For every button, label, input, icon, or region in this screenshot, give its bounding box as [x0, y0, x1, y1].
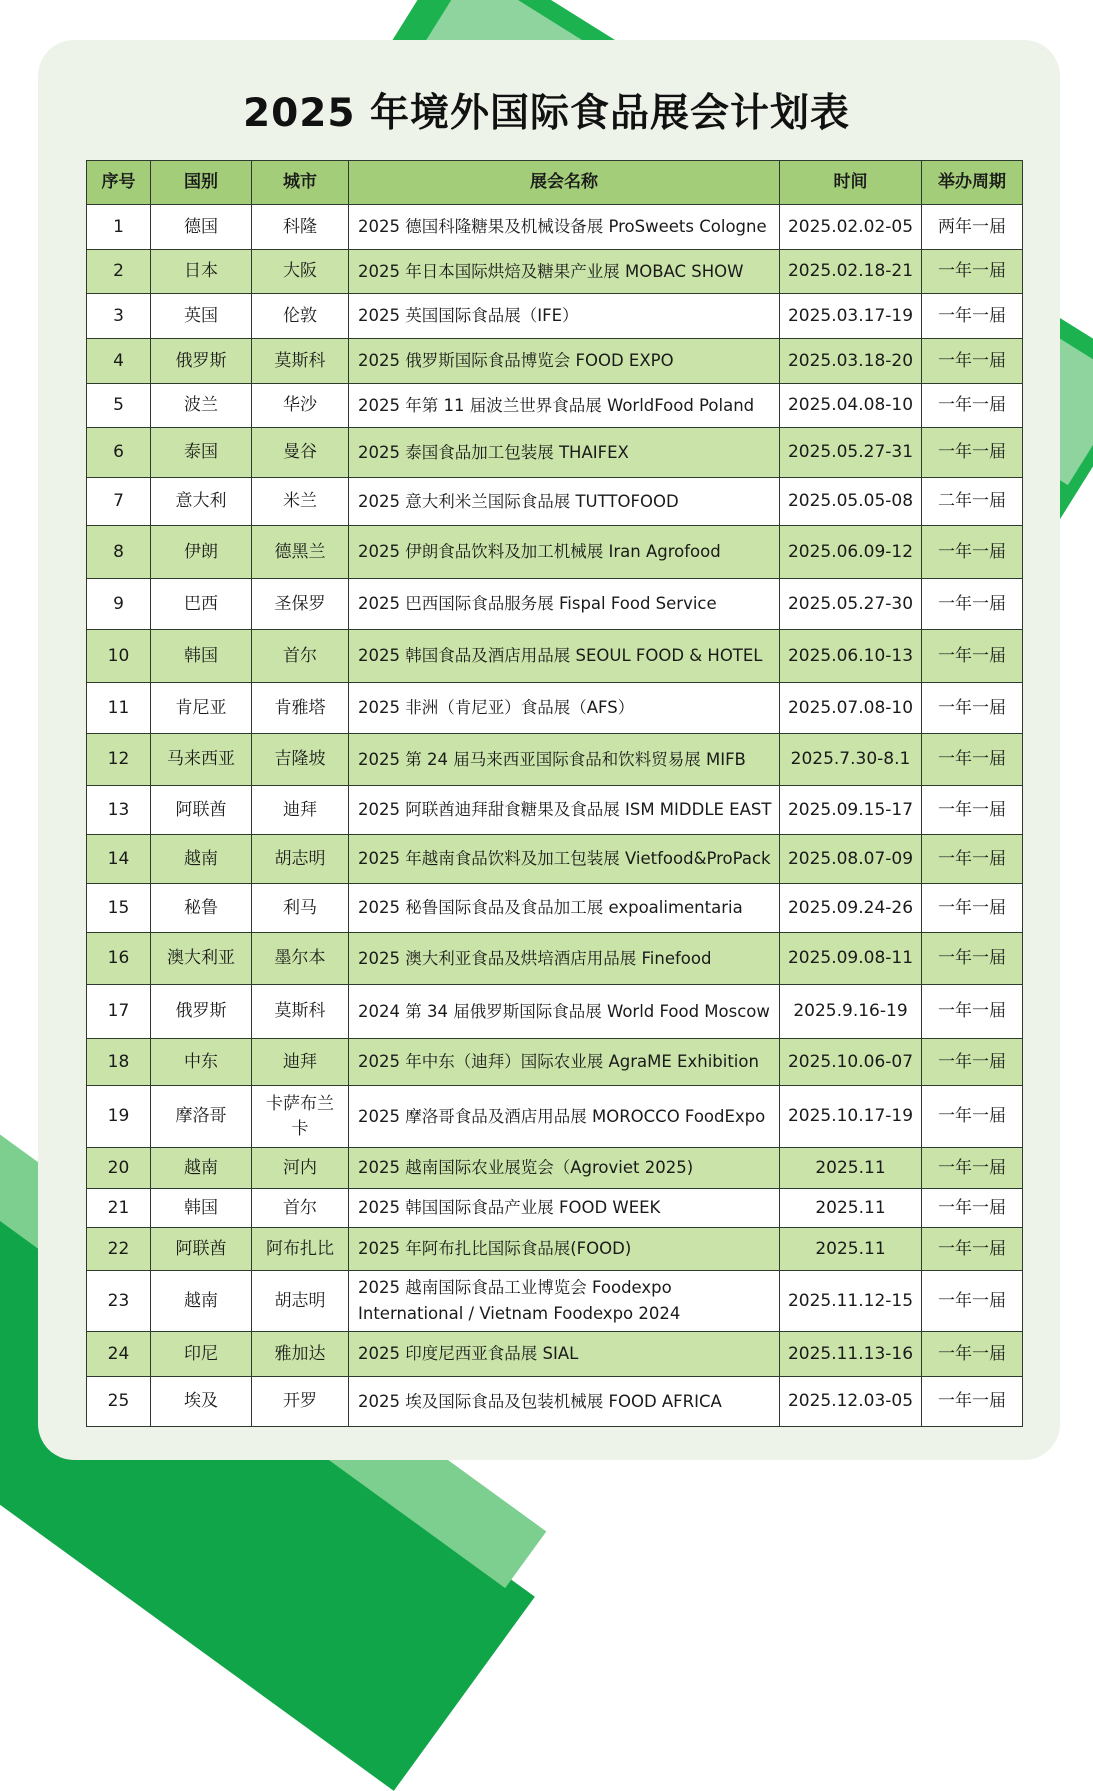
cell-no: 12: [87, 734, 151, 786]
table-row: [87, 1377, 1023, 1427]
cell-city: 莫斯科: [252, 985, 349, 1039]
cell-name: 2025 年日本国际烘焙及糖果产业展 MOBAC SHOW: [349, 250, 780, 294]
cell-no: 11: [87, 683, 151, 734]
table-header-row: [87, 161, 1023, 205]
cell-city: 莫斯科: [252, 339, 349, 384]
cell-country: 秘鲁: [151, 884, 252, 933]
cell-name: 2025 非洲（肯尼亚）食品展（AFS）: [349, 683, 780, 734]
header-time: 时间: [780, 161, 922, 205]
table-row: [87, 526, 1023, 579]
cell-no: 14: [87, 835, 151, 884]
table-row: [87, 1228, 1023, 1271]
cell-no: 9: [87, 579, 151, 630]
cell-country: 伊朗: [151, 526, 252, 579]
cell-no: 6: [87, 428, 151, 478]
cell-name: 2025 伊朗食品饮料及加工机械展 Iran Agrofood: [349, 526, 780, 579]
cell-cycle: 一年一届: [922, 1189, 1023, 1228]
cell-cycle: 一年一届: [922, 1148, 1023, 1189]
cell-cycle: 一年一届: [922, 250, 1023, 294]
cell-city: 大阪: [252, 250, 349, 294]
header-country: 国别: [151, 161, 252, 205]
cell-city: 卡萨布兰卡: [252, 1086, 349, 1148]
cell-name: 2025 印度尼西亚食品展 SIAL: [349, 1332, 780, 1377]
cell-city: 华沙: [252, 384, 349, 428]
cell-city: 圣保罗: [252, 579, 349, 630]
cell-no: 3: [87, 294, 151, 339]
cell-time: 2025.09.08-11: [780, 933, 922, 985]
cell-name: 2025 巴西国际食品服务展 Fispal Food Service: [349, 579, 780, 630]
cell-city: 胡志明: [252, 1271, 349, 1332]
cell-time: 2025.03.18-20: [780, 339, 922, 384]
cell-country: 泰国: [151, 428, 252, 478]
table-row: [87, 884, 1023, 933]
cell-no: 13: [87, 786, 151, 835]
header-cycle: 举办周期: [922, 161, 1023, 205]
cell-time: 2025.10.06-07: [780, 1039, 922, 1086]
table-row: [87, 339, 1023, 384]
cell-no: 24: [87, 1332, 151, 1377]
cell-name: 2025 德国科隆糖果及机械设备展 ProSweets Cologne: [349, 205, 780, 250]
header-name: 展会名称: [349, 161, 780, 205]
cell-country: 英国: [151, 294, 252, 339]
cell-time: 2025.09.24-26: [780, 884, 922, 933]
table-row: [87, 1148, 1023, 1189]
cell-name: 2025 秘鲁国际食品及食品加工展 expoalimentaria: [349, 884, 780, 933]
cell-time: 2025.05.27-30: [780, 579, 922, 630]
cell-no: 21: [87, 1189, 151, 1228]
cell-city: 迪拜: [252, 1039, 349, 1086]
table-row: [87, 835, 1023, 884]
cell-country: 印尼: [151, 1332, 252, 1377]
table-row: [87, 250, 1023, 294]
cell-no: 19: [87, 1086, 151, 1148]
cell-city: 曼谷: [252, 428, 349, 478]
cell-time: 2025.02.18-21: [780, 250, 922, 294]
cell-time: 2025.04.08-10: [780, 384, 922, 428]
cell-no: 17: [87, 985, 151, 1039]
cell-country: 越南: [151, 835, 252, 884]
cell-no: 20: [87, 1148, 151, 1189]
cell-country: 马来西亚: [151, 734, 252, 786]
cell-no: 15: [87, 884, 151, 933]
cell-cycle: 一年一届: [922, 294, 1023, 339]
cell-name: 2025 俄罗斯国际食品博览会 FOOD EXPO: [349, 339, 780, 384]
cell-country: 肯尼亚: [151, 683, 252, 734]
cell-country: 俄罗斯: [151, 985, 252, 1039]
cell-cycle: 一年一届: [922, 579, 1023, 630]
table-row: [87, 734, 1023, 786]
cell-cycle: 一年一届: [922, 1228, 1023, 1271]
cell-no: 7: [87, 478, 151, 526]
cell-cycle: 二年一届: [922, 478, 1023, 526]
table-row: [87, 478, 1023, 526]
cell-time: 2025.11: [780, 1228, 922, 1271]
cell-city: 吉隆坡: [252, 734, 349, 786]
table-row: [87, 683, 1023, 734]
cell-country: 阿联酋: [151, 786, 252, 835]
cell-cycle: 一年一届: [922, 884, 1023, 933]
cell-name: 2024 第 34 届俄罗斯国际食品展 World Food Moscow: [349, 985, 780, 1039]
cell-city: 胡志明: [252, 835, 349, 884]
header-city: 城市: [252, 161, 349, 205]
cell-country: 韩国: [151, 1189, 252, 1228]
cell-time: 2025.11: [780, 1189, 922, 1228]
table-row: [87, 428, 1023, 478]
cell-cycle: 一年一届: [922, 835, 1023, 884]
cell-cycle: 一年一届: [922, 933, 1023, 985]
cell-no: 2: [87, 250, 151, 294]
cell-no: 8: [87, 526, 151, 579]
cell-city: 阿布扎比: [252, 1228, 349, 1271]
cell-time: 2025.11: [780, 1148, 922, 1189]
header-no: 序号: [87, 161, 151, 205]
cell-city: 首尔: [252, 1189, 349, 1228]
cell-cycle: 一年一届: [922, 734, 1023, 786]
table-row: [87, 1189, 1023, 1228]
cell-name: 2025 英国国际食品展（IFE）: [349, 294, 780, 339]
table-row: [87, 205, 1023, 250]
cell-no: 18: [87, 1039, 151, 1086]
cell-country: 越南: [151, 1271, 252, 1332]
cell-name: 2025 阿联酋迪拜甜食糖果及食品展 ISM MIDDLE EAST: [349, 786, 780, 835]
cell-time: 2025.06.10-13: [780, 630, 922, 683]
table-row: [87, 1332, 1023, 1377]
table-row: [87, 579, 1023, 630]
cell-country: 摩洛哥: [151, 1086, 252, 1148]
cell-cycle: 一年一届: [922, 1377, 1023, 1427]
cell-cycle: 一年一届: [922, 1086, 1023, 1148]
cell-country: 意大利: [151, 478, 252, 526]
cell-city: 德黑兰: [252, 526, 349, 579]
cell-city: 米兰: [252, 478, 349, 526]
cell-no: 4: [87, 339, 151, 384]
cell-name: 2025 澳大利亚食品及烘培酒店用品展 Finefood: [349, 933, 780, 985]
cell-name: 2025 年第 11 届波兰世界食品展 WorldFood Poland: [349, 384, 780, 428]
cell-name: 2025 韩国食品及酒店用品展 SEOUL FOOD & HOTEL: [349, 630, 780, 683]
cell-time: 2025.09.15-17: [780, 786, 922, 835]
cell-time: 2025.11.12-15: [780, 1271, 922, 1332]
cell-cycle: 两年一届: [922, 205, 1023, 250]
cell-time: 2025.9.16-19: [780, 985, 922, 1039]
cell-name: 2025 年越南食品饮料及加工包装展 Vietfood&ProPack: [349, 835, 780, 884]
cell-city: 科隆: [252, 205, 349, 250]
cell-cycle: 一年一届: [922, 384, 1023, 428]
cell-cycle: 一年一届: [922, 786, 1023, 835]
cell-name: 2025 泰国食品加工包装展 THAIFEX: [349, 428, 780, 478]
table-row: [87, 1039, 1023, 1086]
cell-no: 22: [87, 1228, 151, 1271]
cell-time: 2025.08.07-09: [780, 835, 922, 884]
cell-country: 巴西: [151, 579, 252, 630]
cell-cycle: 一年一届: [922, 985, 1023, 1039]
table-row: [87, 384, 1023, 428]
cell-time: 2025.02.02-05: [780, 205, 922, 250]
table-row: [87, 294, 1023, 339]
cell-name: 2025 意大利米兰国际食品展 TUTTOFOOD: [349, 478, 780, 526]
cell-cycle: 一年一届: [922, 1039, 1023, 1086]
table-row: [87, 1086, 1023, 1148]
cell-time: 2025.07.08-10: [780, 683, 922, 734]
cell-cycle: 一年一届: [922, 526, 1023, 579]
cell-city: 肯雅塔: [252, 683, 349, 734]
cell-country: 阿联酋: [151, 1228, 252, 1271]
cell-no: 5: [87, 384, 151, 428]
cell-no: 16: [87, 933, 151, 985]
cell-name: 2025 韩国国际食品产业展 FOOD WEEK: [349, 1189, 780, 1228]
cell-country: 韩国: [151, 630, 252, 683]
cell-city: 河内: [252, 1148, 349, 1189]
cell-country: 日本: [151, 250, 252, 294]
cell-city: 开罗: [252, 1377, 349, 1427]
cell-country: 德国: [151, 205, 252, 250]
cell-no: 1: [87, 205, 151, 250]
cell-time: 2025.03.17-19: [780, 294, 922, 339]
cell-time: 2025.11.13-16: [780, 1332, 922, 1377]
cell-no: 25: [87, 1377, 151, 1427]
cell-cycle: 一年一届: [922, 1332, 1023, 1377]
cell-country: 澳大利亚: [151, 933, 252, 985]
cell-name: 2025 越南国际食品工业博览会 Foodexpo International / Vietnam Foodexpo 2024: [349, 1271, 780, 1332]
cell-country: 俄罗斯: [151, 339, 252, 384]
table-row: [87, 985, 1023, 1039]
cell-city: 墨尔本: [252, 933, 349, 985]
cell-name: 2025 第 24 届马来西亚国际食品和饮料贸易展 MIFB: [349, 734, 780, 786]
cell-time: 2025.05.27-31: [780, 428, 922, 478]
cell-cycle: 一年一届: [922, 683, 1023, 734]
cell-country: 波兰: [151, 384, 252, 428]
cell-time: 2025.10.17-19: [780, 1086, 922, 1148]
cell-country: 埃及: [151, 1377, 252, 1427]
cell-name: 2025 埃及国际食品及包装机械展 FOOD AFRICA: [349, 1377, 780, 1427]
cell-city: 迪拜: [252, 786, 349, 835]
cell-country: 中东: [151, 1039, 252, 1086]
cell-name: 2025 年中东（迪拜）国际农业展 AgraME Exhibition: [349, 1039, 780, 1086]
cell-cycle: 一年一届: [922, 428, 1023, 478]
cell-time: 2025.05.05-08: [780, 478, 922, 526]
cell-no: 10: [87, 630, 151, 683]
cell-city: 雅加达: [252, 1332, 349, 1377]
table-row: [87, 630, 1023, 683]
cell-name: 2025 年阿布扎比国际食品展(FOOD): [349, 1228, 780, 1271]
cell-country: 越南: [151, 1148, 252, 1189]
exhibition-table: [86, 160, 1023, 1427]
cell-cycle: 一年一届: [922, 339, 1023, 384]
cell-city: 首尔: [252, 630, 349, 683]
cell-cycle: 一年一届: [922, 1271, 1023, 1332]
page-title: 2025 年境外国际食品展会计划表: [242, 91, 851, 136]
cell-city: 伦敦: [252, 294, 349, 339]
cell-name: 2025 摩洛哥食品及酒店用品展 MOROCCO FoodExpo: [349, 1086, 780, 1148]
cell-time: 2025.7.30-8.1: [780, 734, 922, 786]
table-row: [87, 1271, 1023, 1332]
cell-no: 23: [87, 1271, 151, 1332]
cell-city: 利马: [252, 884, 349, 933]
table-row: [87, 786, 1023, 835]
cell-name: 2025 越南国际农业展览会（Agroviet 2025): [349, 1148, 780, 1189]
cell-time: 2025.12.03-05: [780, 1377, 922, 1427]
table-row: [87, 933, 1023, 985]
cell-cycle: 一年一届: [922, 630, 1023, 683]
cell-time: 2025.06.09-12: [780, 526, 922, 579]
